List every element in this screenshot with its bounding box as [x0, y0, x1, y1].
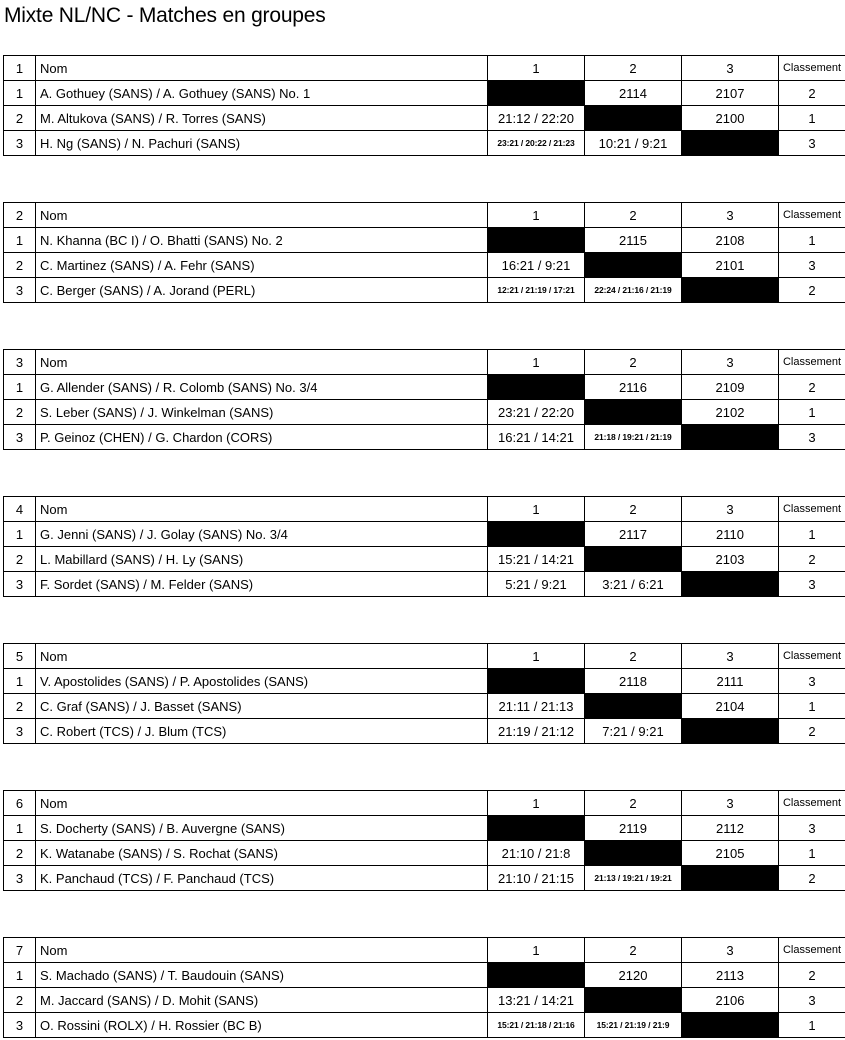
self-match-cell [488, 228, 585, 253]
opponent-column-header-3: 3 [682, 497, 779, 522]
rank-column-header: Classement [779, 203, 845, 228]
name-column-header: Nom [36, 203, 488, 228]
opponent-column-header-2: 2 [585, 938, 682, 963]
score-cell: 15:21 / 21:18 / 21:16 [488, 1013, 585, 1038]
score-cell: 12:21 / 21:19 / 17:21 [488, 278, 585, 303]
self-match-cell [488, 963, 585, 988]
row-index: 3 [4, 1013, 36, 1038]
opponent-column-header-1: 1 [488, 644, 585, 669]
score-cell: 2115 [585, 228, 682, 253]
opponent-column-header-1: 1 [488, 938, 585, 963]
table-row [4, 988, 845, 1013]
row-index: 1 [4, 375, 36, 400]
rank-column-header: Classement [779, 938, 845, 963]
score-cell: 15:21 / 14:21 [488, 547, 585, 572]
opponent-column-header-2: 2 [585, 644, 682, 669]
self-match-cell [488, 375, 585, 400]
table-row [4, 1013, 845, 1038]
team-name: S. Leber (SANS) / J. Winkelman (SANS) [36, 400, 488, 425]
name-column-header: Nom [36, 791, 488, 816]
row-index: 2 [4, 841, 36, 866]
group-table-4 [3, 496, 845, 597]
score-cell: 13:21 / 14:21 [488, 988, 585, 1013]
row-index: 1 [4, 81, 36, 106]
table-row [4, 375, 845, 400]
team-name: C. Martinez (SANS) / A. Fehr (SANS) [36, 253, 488, 278]
table-row [4, 425, 845, 450]
row-index: 1 [4, 522, 36, 547]
score-cell: 15:21 / 21:19 / 21:9 [585, 1013, 682, 1038]
team-name: M. Altukova (SANS) / R. Torres (SANS) [36, 106, 488, 131]
team-name: C. Berger (SANS) / A. Jorand (PERL) [36, 278, 488, 303]
score-cell: 2117 [585, 522, 682, 547]
row-index: 2 [4, 253, 36, 278]
rank-column-header: Classement [779, 791, 845, 816]
score-cell: 2103 [682, 547, 779, 572]
group-header-row [4, 644, 845, 669]
row-index: 2 [4, 547, 36, 572]
score-cell: 2114 [585, 81, 682, 106]
team-name: V. Apostolides (SANS) / P. Apostolides (SANS) [36, 669, 488, 694]
score-cell: 21:10 / 21:8 [488, 841, 585, 866]
row-index: 1 [4, 963, 36, 988]
opponent-column-header-2: 2 [585, 497, 682, 522]
score-cell: 16:21 / 9:21 [488, 253, 585, 278]
group-number: 6 [4, 791, 36, 816]
row-index: 1 [4, 669, 36, 694]
rank-column-header: Classement [779, 56, 845, 81]
score-cell: 16:21 / 14:21 [488, 425, 585, 450]
row-index: 2 [4, 106, 36, 131]
score-cell: 2119 [585, 816, 682, 841]
name-column-header: Nom [36, 350, 488, 375]
table-row [4, 841, 845, 866]
group-number: 2 [4, 203, 36, 228]
team-name: S. Docherty (SANS) / B. Auvergne (SANS) [36, 816, 488, 841]
table-row [4, 816, 845, 841]
score-cell: 2101 [682, 253, 779, 278]
self-match-cell [488, 816, 585, 841]
opponent-column-header-2: 2 [585, 791, 682, 816]
opponent-column-header-3: 3 [682, 938, 779, 963]
self-match-cell [682, 278, 779, 303]
opponent-column-header-1: 1 [488, 350, 585, 375]
self-match-cell [682, 719, 779, 744]
rank-value: 3 [779, 131, 845, 156]
score-cell: 2110 [682, 522, 779, 547]
table-row [4, 228, 845, 253]
group-header-row [4, 791, 845, 816]
score-cell: 2113 [682, 963, 779, 988]
self-match-cell [682, 866, 779, 891]
team-name: H. Ng (SANS) / N. Pachuri (SANS) [36, 131, 488, 156]
rank-value: 1 [779, 841, 845, 866]
score-cell: 2102 [682, 400, 779, 425]
rank-value: 3 [779, 572, 845, 597]
row-index: 2 [4, 400, 36, 425]
team-name: S. Machado (SANS) / T. Baudouin (SANS) [36, 963, 488, 988]
row-index: 2 [4, 694, 36, 719]
self-match-cell [682, 572, 779, 597]
group-number: 1 [4, 56, 36, 81]
table-row [4, 694, 845, 719]
score-cell: 23:21 / 20:22 / 21:23 [488, 131, 585, 156]
score-cell: 21:12 / 22:20 [488, 106, 585, 131]
opponent-column-header-3: 3 [682, 791, 779, 816]
table-row [4, 522, 845, 547]
self-match-cell [488, 522, 585, 547]
rank-value: 1 [779, 522, 845, 547]
table-row [4, 669, 845, 694]
self-match-cell [585, 547, 682, 572]
row-index: 3 [4, 425, 36, 450]
rank-value: 2 [779, 547, 845, 572]
opponent-column-header-1: 1 [488, 203, 585, 228]
team-name: G. Allender (SANS) / R. Colomb (SANS) No. 3/4 [36, 375, 488, 400]
table-row [4, 866, 845, 891]
row-index: 3 [4, 278, 36, 303]
self-match-cell [682, 425, 779, 450]
name-column-header: Nom [36, 497, 488, 522]
table-row [4, 400, 845, 425]
self-match-cell [488, 669, 585, 694]
score-cell: 2108 [682, 228, 779, 253]
group-table-3 [3, 349, 845, 450]
score-cell: 21:10 / 21:15 [488, 866, 585, 891]
group-header-row [4, 56, 845, 81]
row-index: 3 [4, 572, 36, 597]
opponent-column-header-1: 1 [488, 497, 585, 522]
score-cell: 23:21 / 22:20 [488, 400, 585, 425]
name-column-header: Nom [36, 938, 488, 963]
rank-value: 2 [779, 719, 845, 744]
opponent-column-header-3: 3 [682, 350, 779, 375]
opponent-column-header-1: 1 [488, 56, 585, 81]
score-cell: 2120 [585, 963, 682, 988]
score-cell: 21:18 / 19:21 / 21:19 [585, 425, 682, 450]
group-header-row [4, 350, 845, 375]
table-row [4, 106, 845, 131]
table-row [4, 278, 845, 303]
rank-value: 1 [779, 400, 845, 425]
score-cell: 2109 [682, 375, 779, 400]
rank-value: 3 [779, 816, 845, 841]
team-name: M. Jaccard (SANS) / D. Mohit (SANS) [36, 988, 488, 1013]
score-cell: 2105 [682, 841, 779, 866]
row-index: 3 [4, 131, 36, 156]
team-name: N. Khanna (BC I) / O. Bhatti (SANS) No. 2 [36, 228, 488, 253]
rank-column-header: Classement [779, 350, 845, 375]
group-table-1 [3, 55, 845, 156]
row-index: 3 [4, 866, 36, 891]
score-cell: 2100 [682, 106, 779, 131]
team-name: K. Panchaud (TCS) / F. Panchaud (TCS) [36, 866, 488, 891]
opponent-column-header-2: 2 [585, 203, 682, 228]
row-index: 1 [4, 816, 36, 841]
score-cell: 21:13 / 19:21 / 19:21 [585, 866, 682, 891]
rank-column-header: Classement [779, 644, 845, 669]
score-cell: 2111 [682, 669, 779, 694]
group-header-row [4, 938, 845, 963]
team-name: K. Watanabe (SANS) / S. Rochat (SANS) [36, 841, 488, 866]
table-row [4, 572, 845, 597]
self-match-cell [585, 841, 682, 866]
group-table-7 [3, 937, 845, 1038]
opponent-column-header-3: 3 [682, 644, 779, 669]
self-match-cell [682, 1013, 779, 1038]
rank-value: 1 [779, 228, 845, 253]
group-header-row [4, 203, 845, 228]
table-row [4, 963, 845, 988]
rank-value: 2 [779, 375, 845, 400]
group-table-2 [3, 202, 845, 303]
opponent-column-header-2: 2 [585, 350, 682, 375]
score-cell: 3:21 / 6:21 [585, 572, 682, 597]
score-cell: 2107 [682, 81, 779, 106]
table-row [4, 253, 845, 278]
self-match-cell [488, 81, 585, 106]
group-number: 5 [4, 644, 36, 669]
score-cell: 2106 [682, 988, 779, 1013]
team-name: O. Rossini (ROLX) / H. Rossier (BC B) [36, 1013, 488, 1038]
team-name: C. Robert (TCS) / J. Blum (TCS) [36, 719, 488, 744]
rank-value: 3 [779, 253, 845, 278]
self-match-cell [585, 253, 682, 278]
self-match-cell [585, 988, 682, 1013]
rank-value: 3 [779, 669, 845, 694]
opponent-column-header-3: 3 [682, 56, 779, 81]
score-cell: 5:21 / 9:21 [488, 572, 585, 597]
group-number: 3 [4, 350, 36, 375]
row-index: 2 [4, 988, 36, 1013]
score-cell: 7:21 / 9:21 [585, 719, 682, 744]
page-title: Mixte NL/NC - Matches en groupes [4, 4, 326, 27]
group-number: 7 [4, 938, 36, 963]
rank-column-header: Classement [779, 497, 845, 522]
group-table-6 [3, 790, 845, 891]
team-name: F. Sordet (SANS) / M. Felder (SANS) [36, 572, 488, 597]
rank-value: 2 [779, 81, 845, 106]
team-name: G. Jenni (SANS) / J. Golay (SANS) No. 3/4 [36, 522, 488, 547]
team-name: A. Gothuey (SANS) / A. Gothuey (SANS) No. 1 [36, 81, 488, 106]
rank-value: 1 [779, 694, 845, 719]
team-name: C. Graf (SANS) / J. Basset (SANS) [36, 694, 488, 719]
rank-value: 2 [779, 963, 845, 988]
row-index: 1 [4, 228, 36, 253]
group-table-5 [3, 643, 845, 744]
score-cell: 2112 [682, 816, 779, 841]
group-number: 4 [4, 497, 36, 522]
score-cell: 2104 [682, 694, 779, 719]
rank-value: 3 [779, 988, 845, 1013]
table-row [4, 131, 845, 156]
table-row [4, 719, 845, 744]
table-row [4, 81, 845, 106]
rank-value: 2 [779, 278, 845, 303]
self-match-cell [585, 694, 682, 719]
team-name: P. Geinoz (CHEN) / G. Chardon (CORS) [36, 425, 488, 450]
score-cell: 21:19 / 21:12 [488, 719, 585, 744]
table-row [4, 547, 845, 572]
rank-value: 3 [779, 425, 845, 450]
team-name: L. Mabillard (SANS) / H. Ly (SANS) [36, 547, 488, 572]
self-match-cell [585, 400, 682, 425]
name-column-header: Nom [36, 56, 488, 81]
rank-value: 2 [779, 866, 845, 891]
rank-value: 1 [779, 106, 845, 131]
opponent-column-header-3: 3 [682, 203, 779, 228]
score-cell: 2118 [585, 669, 682, 694]
self-match-cell [682, 131, 779, 156]
name-column-header: Nom [36, 644, 488, 669]
group-header-row [4, 497, 845, 522]
rank-value: 1 [779, 1013, 845, 1038]
row-index: 3 [4, 719, 36, 744]
score-cell: 22:24 / 21:16 / 21:19 [585, 278, 682, 303]
score-cell: 10:21 / 9:21 [585, 131, 682, 156]
self-match-cell [585, 106, 682, 131]
opponent-column-header-2: 2 [585, 56, 682, 81]
opponent-column-header-1: 1 [488, 791, 585, 816]
score-cell: 21:11 / 21:13 [488, 694, 585, 719]
score-cell: 2116 [585, 375, 682, 400]
